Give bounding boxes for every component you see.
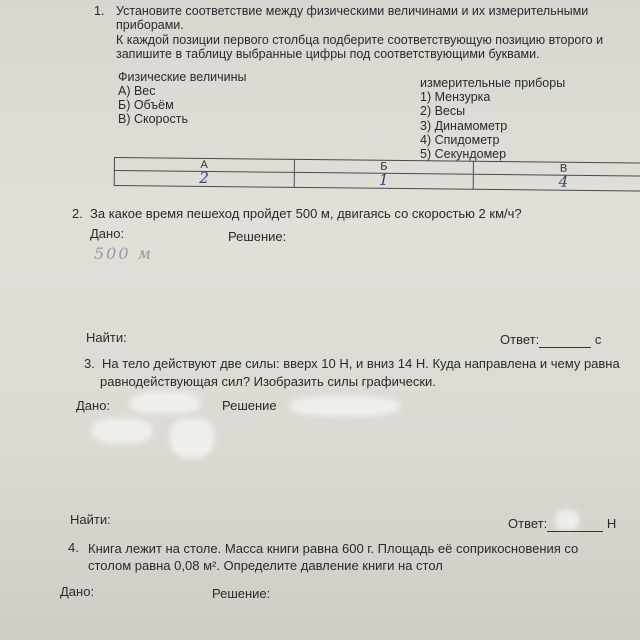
whiteout-smudge xyxy=(170,418,214,458)
task2-question: За какое время пешеход пройдет 500 м, двигаясь со скоростью 2 км/ч? xyxy=(90,206,522,221)
task3-answer-label: Ответ: xyxy=(508,516,548,531)
task1-number: 1. xyxy=(94,4,105,18)
task2-answer-unit: с xyxy=(594,332,602,347)
task3-answer xyxy=(508,516,616,532)
task2-answer-label: Ответ: xyxy=(500,332,540,347)
right-item-5: 5) Секундомер xyxy=(420,147,507,161)
task4-given-label: Дано: xyxy=(60,584,95,599)
task3-answer-blank[interactable] xyxy=(547,519,603,532)
task3-solution-label: Решение xyxy=(222,398,277,413)
task2-find-label: Найти: xyxy=(86,330,127,345)
task1-line4: запишите в таблицу выбранные цифры под соответствующими буквами. xyxy=(116,47,540,61)
task4-number: 4. xyxy=(68,540,79,555)
task1-line1: Установите соответствие между физическими величинами и их измерительными xyxy=(116,4,589,18)
whiteout-smudge xyxy=(290,396,400,416)
left-item-a: А) Вес xyxy=(118,84,156,98)
task3-number: 3. xyxy=(84,356,95,371)
task3-line1: На тело действуют две силы: вверх 10 Н, и вниз 14 Н. Куда направлена и чему равна xyxy=(102,356,620,371)
task4-solution-label: Решение: xyxy=(212,586,271,601)
right-item-1: 1) Мензурка xyxy=(420,90,491,104)
task2-handwritten-given: 500 м xyxy=(94,244,153,263)
task2-answer-blank[interactable] xyxy=(539,335,591,348)
task1-line3: К каждой позиции первого столбца подберите соответствующую позицию второго и xyxy=(116,33,604,47)
handwritten-answer-b: 1 xyxy=(378,170,389,189)
whiteout-smudge xyxy=(130,392,200,414)
right-column-header: измерительные приборы xyxy=(420,76,566,90)
task3-line2: равнодействующая сил? Изобразить силы графически. xyxy=(100,374,436,389)
table-header-c: В xyxy=(474,161,640,176)
task2-answer xyxy=(500,332,601,348)
answer-table-answer-row xyxy=(114,171,640,192)
right-item-3: 3) Динамометр xyxy=(420,119,508,133)
right-item-2: 2) Весы xyxy=(420,104,466,118)
task4-line2: столом равна 0,08 м². Определите давление книги на стол xyxy=(88,558,443,573)
task3-given-label: Дано: xyxy=(76,398,111,413)
task3-find-label: Найти: xyxy=(70,512,111,527)
left-item-b: Б) Объём xyxy=(118,98,174,112)
handwritten-answer-a: 2 xyxy=(199,168,209,187)
left-item-c: В) Скорость xyxy=(118,112,188,126)
task2-number: 2. xyxy=(72,206,83,221)
handwritten-answer-c: 4 xyxy=(558,172,569,191)
task2-given-label: Дано: xyxy=(90,226,125,241)
right-item-4: 4) Спидометр xyxy=(420,133,500,147)
task1-line2: приборами. xyxy=(116,18,184,32)
task3-answer-unit: Н xyxy=(606,516,617,531)
task4-line1: Книга лежит на столе. Масса книги равна 600 г. Площадь её соприкосновения со xyxy=(88,541,579,556)
whiteout-smudge xyxy=(92,418,152,444)
answer-table xyxy=(114,157,640,192)
table-answer-a[interactable] xyxy=(114,168,294,188)
left-column-header: Физические величины xyxy=(118,70,247,84)
task2-solution-label: Решение: xyxy=(228,229,287,244)
table-answer-c[interactable] xyxy=(473,174,640,191)
table-header-a: А xyxy=(114,158,294,173)
table-answer-b[interactable] xyxy=(294,172,474,189)
table-header-b: Б xyxy=(294,159,474,174)
